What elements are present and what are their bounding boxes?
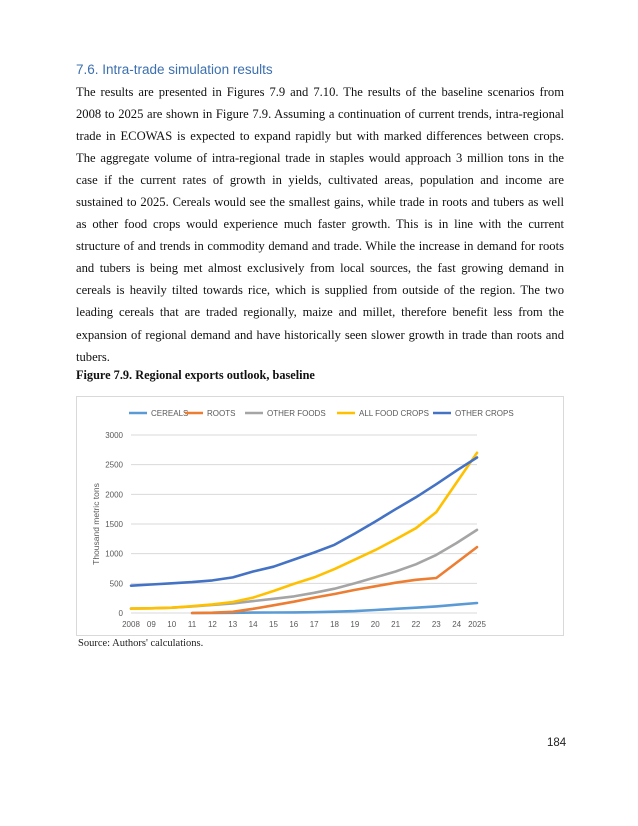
source-note: Source: Authors' calculations. — [78, 638, 204, 649]
chart-container — [76, 396, 564, 636]
legend-label: ALL FOOD CROPS — [359, 409, 429, 418]
x-tick-label: 23 — [431, 620, 441, 629]
y-tick-label: 500 — [109, 579, 123, 589]
y-tick-label: 3000 — [105, 431, 123, 440]
x-tick-label: 24 — [452, 620, 462, 629]
x-tick-label: 10 — [167, 620, 177, 629]
page-number: 184 — [547, 737, 567, 749]
legend-label: ROOTS — [207, 409, 236, 418]
x-tick-label: 13 — [228, 620, 238, 629]
x-tick-label: 16 — [289, 620, 299, 629]
x-tick-label: 20 — [370, 620, 380, 629]
legend-label: OTHER FOODS — [267, 409, 326, 418]
legend-label: CEREALS — [151, 409, 189, 418]
x-tick-label: 19 — [350, 620, 360, 629]
series-line-other-foods — [131, 530, 477, 609]
x-tick-label: 2025 — [468, 620, 486, 629]
x-tick-label: 2008 — [122, 620, 140, 629]
y-axis-title: Thousand metric tons — [91, 483, 101, 565]
y-tick-label: 2500 — [105, 460, 123, 470]
legend-label: OTHER CROPS — [455, 409, 514, 418]
x-tick-label: 15 — [269, 620, 278, 629]
series-line-all-food-crops — [131, 453, 477, 609]
y-tick-label: 0 — [118, 609, 123, 618]
figure-caption: Figure 7.9. Regional exports outlook, baseline — [76, 368, 315, 382]
x-tick-label: 22 — [411, 620, 421, 629]
body-paragraph: The results are presented in Figures 7.9 and 7.10. The results of the baseline scenarios from 2008 to 2025 are shown in Figure 7.9. Assuming a continuation of current trends, intra-regional trade in ECOWAS is expected to expand rapidly but with marked differences between crops. The aggregate volume of intra-regional trade in staples would approach 3 million tons in the case if the current rates of growth in yields, cultivated areas, population and income are sustained to 2025. Cereals would see the smallest gains, while trade in roots and tubers as well as other food crops would experience much faster growth. This is in line with the current structure of and trends in commodity demand and trade. While the increase in demand for roots and tubers is being met almost exclusively from local sources, the fast growing demand in cereals is heavily tilted towards rice, which is supplied from outside of the region. The two leading cereals that are traded regionally, maize and millet, therefore benefit less from the expansion of regional demand and have historically seen slower growth in trade than roots and tubers. — [76, 85, 564, 364]
x-tick-label: 18 — [330, 620, 339, 629]
x-tick-label: 12 — [207, 620, 217, 629]
y-tick-label: 1000 — [105, 549, 123, 559]
x-tick-label: 14 — [248, 620, 258, 629]
x-tick-label: 11 — [187, 620, 197, 629]
x-tick-label: 17 — [309, 620, 319, 629]
section-heading: 7.6. Intra-trade simulation results — [76, 62, 273, 77]
x-tick-label: 09 — [146, 620, 156, 629]
y-tick-label: 2000 — [105, 490, 123, 500]
x-tick-label: 21 — [391, 620, 401, 629]
line-chart — [77, 397, 563, 635]
y-tick-label: 1500 — [105, 520, 123, 529]
